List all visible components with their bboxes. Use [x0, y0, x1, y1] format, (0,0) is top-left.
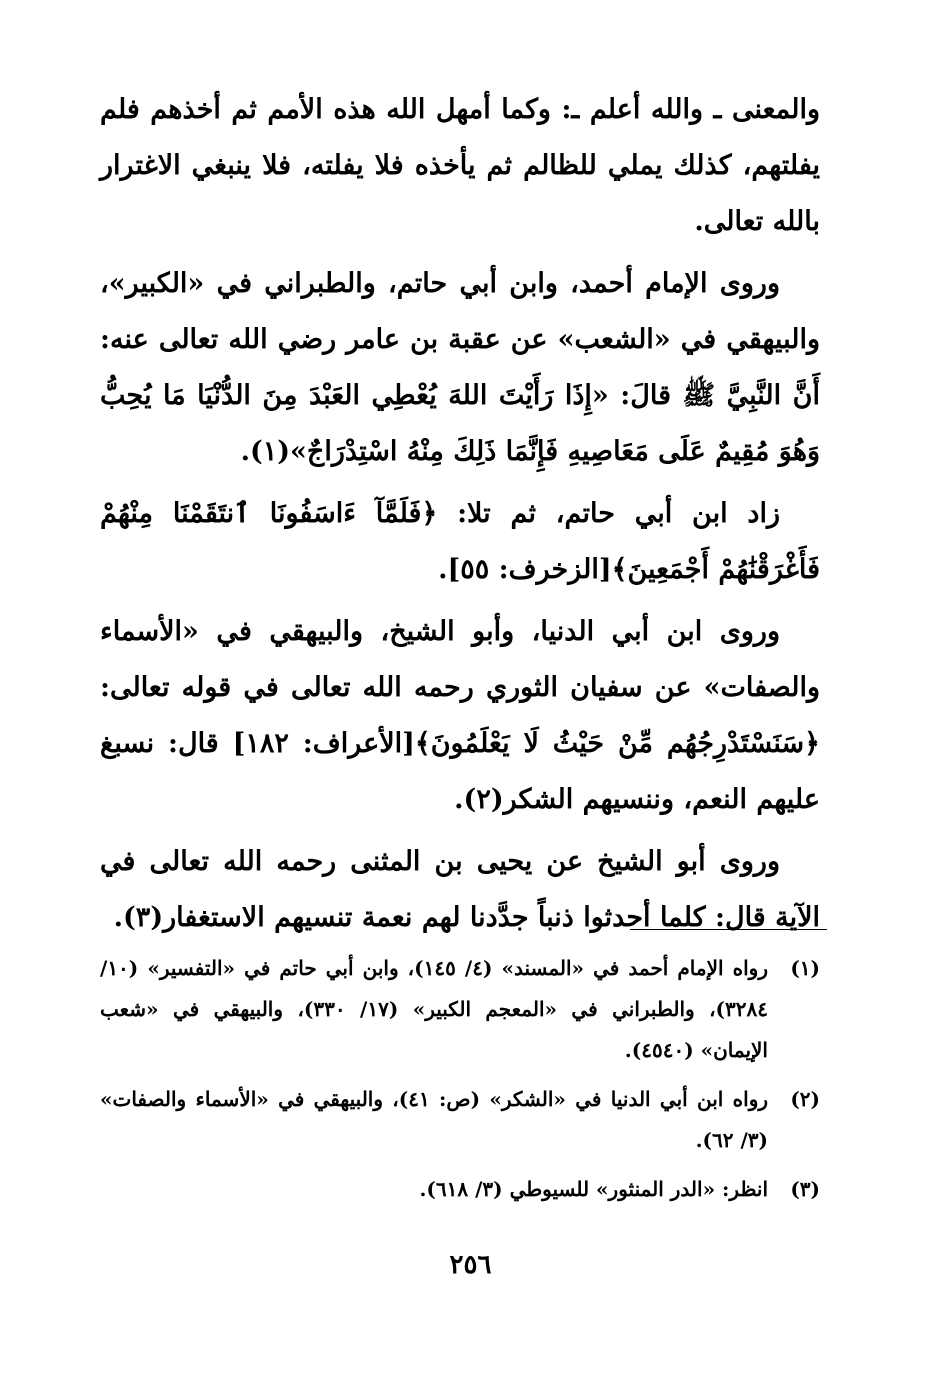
footnote-number: (١): [790, 956, 820, 980]
footnote-2: [100, 1079, 820, 1161]
paragraph-4: وروى ابن أبي الدنيا، وأبو الشيخ، والبيهقي في «الأسماء والصفات» عن سفيان الثوري رحمه الله تعالى في قوله تعالى: ﴿سَنَسْتَدْرِجُهُم مِّنْ حَيْثُ لَا يَعْلَمُونَ﴾[الأعراف: ١٨٢] قال: نسبغ عليهم النعم، وننسيهم الشكر(٢).: [100, 616, 820, 815]
main-text: [100, 82, 820, 952]
page-number: ٢٥٦: [449, 1250, 492, 1280]
footnote-3: [100, 1169, 820, 1210]
footnote-text: رواه الإمام أحمد في «المسند» (٤/ ١٤٥)، وابن أبي حاتم في «التفسير» (١٠/ ٣٢٨٤)، والطبراني في «المعجم الكبير» (١٧/ ٣٣٠)، والبيهقي في «شعب الإيمان» (٤٥٤٠).: [100, 956, 768, 1062]
footnote-text: رواه ابن أبي الدنيا في «الشكر» (ص: ٤١)، والبيهقي في «الأسماء والصفات» (٣/ ٦٢).: [100, 1087, 769, 1152]
paragraph-1: والمعنى ـ والله أعلم ـ: وكما أمهل الله هذه الأمم ثم أخذهم فلم يفلتهم، كذلك يملي للظالم ثم يأخذه فلا يفلته، فلا ينبغي الاغترار بالله تعالى.: [100, 94, 820, 237]
footnote-separator: [630, 929, 827, 930]
footnotes: [100, 948, 820, 1218]
paragraph-2: وروى الإمام أحمد، وابن أبي حاتم، والطبراني في «الكبير»، والبيهقي في «الشعب» عن عقبة بن عامر رضي الله تعالى عنه: أَنَّ النَّبِيَّ ﷺ قالَ: «إِذَا رَأَيْتَ اللهَ يُعْطِي العَبْدَ مِنَ الدُّنْيَا مَا يُحِبُّ وَهُوَ مُقِيمٌ عَلَى مَعَاصِيهِ فَإِنَّمَا ذَلِكَ مِنْهُ اسْتِدْرَاجٌ»(١).: [100, 268, 820, 467]
footnote-text: انظر: «الدر المنثور» للسيوطي (٣/ ٦١٨).: [419, 1177, 768, 1201]
footnote-number: (٢): [790, 1087, 820, 1111]
paragraph-5: وروى أبو الشيخ عن يحيى بن المثنى رحمه الله تعالى في الآية قال: كلما أحدثوا ذنباً جدَّدنا لهم نعمة تنسيهم الاستغفار(٣).: [100, 846, 820, 933]
footnote-number: (٣): [790, 1177, 820, 1201]
footnote-1: [100, 948, 820, 1071]
paragraph-3: زاد ابن أبي حاتم، ثم تلا: ﴿فَلَمَّآ ءَاسَفُونَا ٱنتَقَمْنَا مِنْهُمْ فَأَغْرَقْنَٰهُمْ أَجْمَعِينَ﴾[الزخرف: ٥٥].: [100, 498, 820, 585]
